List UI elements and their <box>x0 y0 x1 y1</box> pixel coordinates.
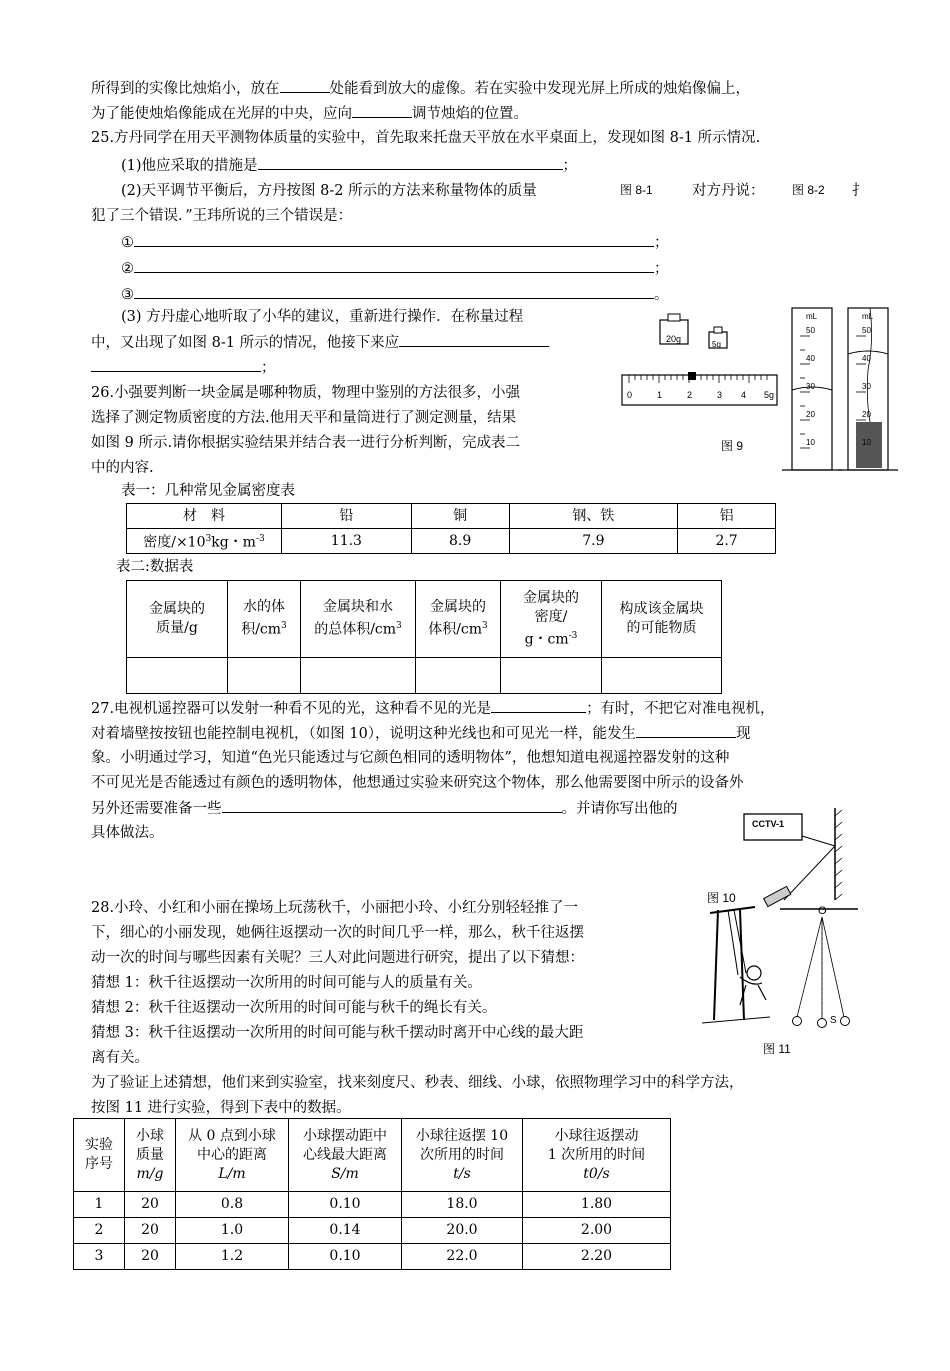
text-line: 动一次的时间与哪些因素有关呢？三人对此问题进行研究，提出了以下猜想： <box>91 950 584 966</box>
answer-cell[interactable] <box>416 658 501 694</box>
ruler-label: 1 <box>657 390 663 400</box>
figure-11-caption: 图 11 <box>763 1042 791 1056</box>
question-25-intro: 25.方丹同学在用天平测物体质量的实验中，首先取来托盘天平放在水平桌面上，发现如图 8-1 所示情况. <box>91 130 761 146</box>
figure-8-2-caption: 图 8-2 <box>792 183 825 197</box>
table-1-title: 表一：几种常见金属密度表 <box>121 483 295 499</box>
text-line: 另外还需要准备一些 。并请你写出他的 <box>91 798 678 819</box>
cylinder-label: 30 <box>862 382 871 391</box>
pendulum-string <box>822 917 844 1017</box>
ruler-label: 2 <box>687 390 693 400</box>
table-header: 小球 质量 m/g <box>125 1119 176 1192</box>
text-fragment: 对方丹说： <box>692 183 765 199</box>
answer-cell[interactable] <box>301 658 416 694</box>
text-line: 具体做法。 <box>91 825 164 841</box>
figure-9-caption: 图 9 <box>721 439 744 453</box>
text-line: 所得到的实像比烛焰小，放在 处能看到放大的虚像。若在实验中发现光屏上所成的烛焰像偏上， <box>91 78 750 99</box>
weight-label: 20g <box>666 334 682 344</box>
table-cell: 11.3 <box>282 529 412 554</box>
weight-knob <box>668 314 680 321</box>
answer-cell[interactable] <box>127 658 228 694</box>
swing-beam <box>710 907 755 913</box>
answer-blank[interactable] <box>491 698 586 713</box>
pendulum-ball <box>841 1017 850 1026</box>
cylinder-label: 50 <box>862 326 871 335</box>
answer-blank[interactable] <box>258 155 563 170</box>
pendulum-table <box>73 1118 671 1270</box>
text-line: 不可见光是否能透过有颜色的透明物体，他想通过实验来研究这个物体，那么他需要图中所示的设备外 <box>91 775 744 791</box>
table-header: 构成该金属块 的可能物质 <box>602 581 722 658</box>
cylinder-label: 40 <box>806 354 815 363</box>
text-line: 犯了三个错误．”王玮所说的三个错误是： <box>91 208 353 224</box>
answer-blank[interactable] <box>280 78 330 93</box>
cylinder-label: mL <box>806 312 818 321</box>
table-header: 小球往返摆 10 次所用的时间 t/s <box>402 1119 523 1192</box>
text-line: 如图 9 所示.请你根据实验结果并结合表一进行分析判断，完成表二 <box>91 435 521 451</box>
answer-cell[interactable] <box>602 658 722 694</box>
text-line: 对着墙壁按按钮也能控制电视机，（如图 10），说明这种光线也和可见光一样，能发生 现 <box>91 723 751 744</box>
swing-rope <box>728 910 746 975</box>
figure-10-caption: 图 10 <box>707 891 736 905</box>
table-header: 材 料 <box>127 504 282 529</box>
text-line: 选择了测定物质密度的方法.他用天平和量筒进行了测定测量，结果 <box>91 410 517 426</box>
table-cell: 7.9 <box>509 529 678 554</box>
table-row-label: 密度$/\times 10^3kg$・$m^{-3}$ <box>127 529 282 554</box>
table-header: 小球摆动距中 心线最大距离 S/m <box>289 1119 402 1192</box>
cylinder-label: 40 <box>862 354 871 363</box>
table-header: 从 0 点到小球 中心的距离 L/m <box>176 1119 289 1192</box>
table-header: 铜 <box>411 504 509 529</box>
cylinder-label: mL <box>862 312 874 321</box>
ruler-label: 4 <box>741 390 747 400</box>
text-line: 猜想 2：秋千往返摆动一次所用的时间可能与秋千的绳长有关。 <box>91 1000 497 1016</box>
light-path <box>784 836 835 900</box>
text-line: 猜想 3：秋千往返摆动一次所用的时间可能与秋千摆动时离开中心线的最大距 <box>91 1025 584 1041</box>
graduated-cylinders <box>782 300 902 475</box>
density-table <box>126 503 776 554</box>
pendulum-ball <box>818 1019 827 1028</box>
table-row: 3 20 1.2 0.10 22.0 2.20 <box>74 1244 671 1270</box>
cylinder-label: 20 <box>806 410 815 419</box>
answer-blank[interactable] <box>636 723 736 738</box>
ruler-label: 0 <box>627 390 633 400</box>
remote-icon <box>764 886 791 906</box>
text-line: (1)他应采取的措施是 ； <box>121 155 577 176</box>
pendulum-string <box>797 917 822 1017</box>
text-line: 28.小玲、小红和小丽在操场上玩荡秋千，小丽把小玲、小红分别轻轻推了一 <box>91 900 579 916</box>
table-header: 实验 序号 <box>74 1119 125 1192</box>
child-figure <box>747 966 761 980</box>
cylinder-label: 30 <box>806 382 815 391</box>
text-line: 按图 11 进行实验，得到下表中的数据。 <box>91 1100 351 1116</box>
weight-label: 5g <box>712 340 721 349</box>
table-cell: 8.9 <box>411 529 509 554</box>
table-row: 1 20 0.8 0.10 18.0 1.80 <box>74 1192 671 1218</box>
table-header: 钢、铁 <box>509 504 678 529</box>
text-line: 为了验证上述猜想，他们来到实验室，找来刻度尺、秒表、细线、小球，依照物理学习中的科学方法， <box>91 1075 744 1091</box>
table-cell: 2.7 <box>678 529 776 554</box>
cylinder-label: 50 <box>806 326 815 335</box>
table-header: 金属块的 密度/ g・$cm^{-3}$ <box>501 581 602 658</box>
text-line: 27.电视机遥控器可以发射一种看不见的光，这种看不见的光是 ；有时，不把它对准电视机， <box>91 698 775 719</box>
ball-label: S <box>830 1015 837 1026</box>
text-line: ； <box>91 357 276 378</box>
table-header: 金属块和水 的总体积$/cm^3$ <box>301 581 416 658</box>
ruler-label: 3 <box>717 390 723 400</box>
ruler-ticks <box>623 375 783 405</box>
pivot-label: O <box>818 905 827 917</box>
text-line: 下，细心的小丽发现，她俩往返摆动一次的时间几乎一样，那么，秋千往返摆 <box>91 925 584 941</box>
table-header: 铝 <box>678 504 776 529</box>
table-header: 金属块的 质量/g <box>127 581 228 658</box>
table-header: 铅 <box>282 504 412 529</box>
text-fragment: 扌 <box>852 183 867 199</box>
table-header: 金属块的 体积$/cm^3$ <box>416 581 501 658</box>
text-line: 象。小明通过学习，知道“色光只能透过与它颜色相同的透明物体”，他想知道电视遥控器发射的这种 <box>91 750 730 766</box>
table-row: 2 20 1.0 0.14 20.0 2.00 <box>74 1218 671 1244</box>
text-line: 离有关。 <box>91 1050 149 1066</box>
ruler-label: 5g <box>764 390 775 400</box>
answer-blank[interactable] <box>399 332 549 347</box>
answer-blank[interactable] <box>134 232 654 247</box>
table-header: 水的体 积$/cm^3$ <box>228 581 301 658</box>
text-line: 猜想 1：秋千往返摆动一次所用的时间可能与人的质量有关。 <box>91 975 482 991</box>
answer-blank[interactable] <box>134 258 654 273</box>
text-line: 26.小强要判断一块金属是哪种物质，物理中鉴别的方法很多，小强 <box>91 385 521 401</box>
error-line-1: ① ； <box>121 232 669 253</box>
answer-cell[interactable] <box>228 658 301 694</box>
table-2-title: 表二:数据表 <box>116 559 194 575</box>
weight-knob <box>714 327 722 333</box>
table-header: 小球往返摆动 1 次所用的时间 t0/s <box>523 1119 671 1192</box>
error-line-2: ② ； <box>121 258 669 279</box>
text-line: (2)天平调节平衡后，方丹按图 8-2 所示的方法来称量物体的质量 <box>121 183 537 199</box>
figure-8-1-caption: 图 8-1 <box>620 183 653 197</box>
answer-cell[interactable] <box>501 658 602 694</box>
error-line-3: ③ 。 <box>121 284 669 305</box>
text-line: (3) 方丹虚心地听取了小华的建议，重新进行操作．在称量过程 <box>121 309 524 325</box>
cylinder-label: 20 <box>862 410 871 419</box>
text-line: 中的内容. <box>91 460 154 476</box>
cylinder-label: 10 <box>806 438 815 447</box>
answer-blank[interactable] <box>352 103 412 118</box>
pendulum-ball <box>793 1017 802 1026</box>
answer-blank[interactable] <box>134 284 654 299</box>
data-table <box>126 580 722 694</box>
answer-blank[interactable] <box>222 798 562 813</box>
text-line: 中，又出现了如图 8-1 所示的情况，他接下来应 <box>91 332 549 353</box>
text-line: 为了能使烛焰像能成在光屏的中央，应向 调节烛焰的位置。 <box>91 103 528 124</box>
answer-blank[interactable] <box>91 357 261 372</box>
tv-label: CCTV-1 <box>752 819 785 829</box>
ground <box>702 1017 770 1023</box>
cylinder-label: 10 <box>862 438 871 447</box>
swing-post <box>714 910 744 1020</box>
